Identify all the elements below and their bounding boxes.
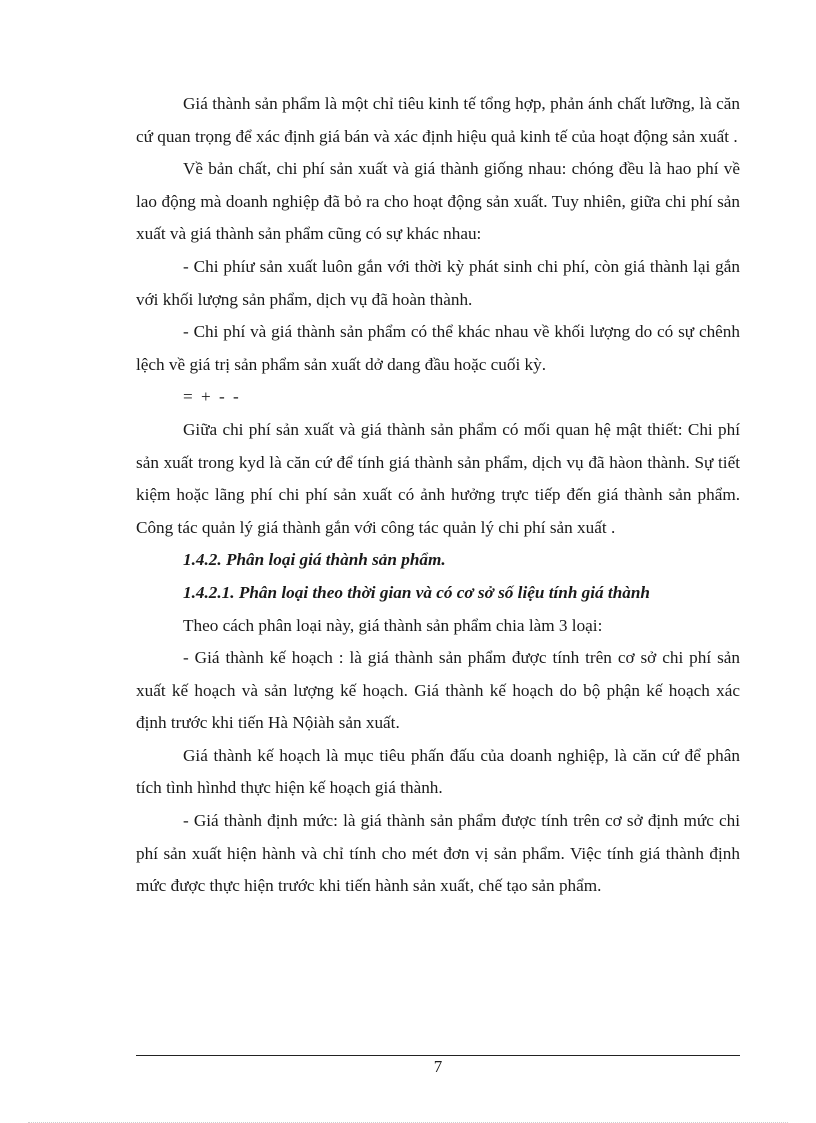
page-number: 7 bbox=[433, 1057, 443, 1076]
paragraph-classification-intro: Theo cách phân loại này, giá thành sản phẩm chia làm 3 loại: bbox=[183, 615, 603, 635]
paragraph-planned-cost-goal: Giá thành kế hoạch là mục tiêu phấn đấu của doanh nghiệp, là căn cứ để phân tích tình hìnhd thực hiện kế hoạch giá thành. bbox=[136, 745, 740, 798]
paragraph-difference-period: - Chi phíư sản xuất luôn gắn với thời kỳ phát sinh chi phí, còn giá thành lại gắn với khối lượng sản phẩm, dịch vụ đã hoàn thành. bbox=[136, 256, 740, 309]
paragraph-cost-nature: Về bản chất, chi phí sản xuất và giá thành giống nhau: chóng đều là hao phí về lao động mà doanh nghiệp đã bỏ ra cho hoạt động sản xuất. Tuy nhiên, giữa chi phí sản xuất và giá thành sản phẩm cũng có sự khác nhau: bbox=[136, 159, 740, 244]
document-page bbox=[136, 88, 740, 903]
paragraph-difference-volume: - Chi phí và giá thành sản phẩm có thể khác nhau về khối lượng do có sự chênh lệch về giá trị sản phẩm sản xuất dở dang đầu hoặc cuối kỳ. bbox=[136, 322, 740, 374]
paragraph-relationship: Giữa chi phí sản xuất và giá thành sản phẩm có mối quan hệ mật thiết: Chi phí sản xuất trong kyd là căn cứ để tính giá thành sản phẩm, dịch vụ đã hàon thành. Sự tiết kiệm hoặc lãng phí chi phí sản xuất có ảnh hưởng trực tiếp đến giá thành sản phẩm. Công tác quản lý giá thành gắn với công tác quản lý chi phí sản xuất . bbox=[136, 419, 740, 537]
paragraph-product-cost-definition: Giá thành sản phẩm là một chỉ tiêu kinh tế tổng hợp, phản ánh chất lưỡng, là căn cứ quan trọng để xác định giá bán và xác định hiệu quả kinh tế của hoạt động sản xuất . bbox=[136, 94, 740, 146]
paragraph-planned-cost: - Giá thành kế hoạch : là giá thành sản phẩm được tính trên cơ sở chi phí sản xuất kế hoạch và sản lượng kế hoạch. Giá thành kế hoạch do bộ phận kế hoạch xác định trước khi tiến Hà Nộiàh sản xuất. bbox=[136, 648, 740, 733]
formula-line: = + - - bbox=[183, 387, 241, 407]
section-heading-1-4-2-1: 1.4.2.1. Phân loại theo thời gian và có cơ sở số liệu tính giá thành bbox=[183, 582, 650, 602]
paragraph-standard-cost: - Giá thành định mức: là giá thành sản phẩm được tính trên cơ sở định mức chi phí sản xuất hiện hành và chỉ tính cho mét đơn vị sản phẩm. Việc tính giá thành định mức được thực hiện trước khi tiến hành sản xuất, chế tạo sản phẩm. bbox=[136, 811, 740, 896]
section-heading-1-4-2: 1.4.2. Phân loại giá thành sản phẩm. bbox=[183, 550, 446, 570]
footer-divider bbox=[136, 1055, 740, 1056]
